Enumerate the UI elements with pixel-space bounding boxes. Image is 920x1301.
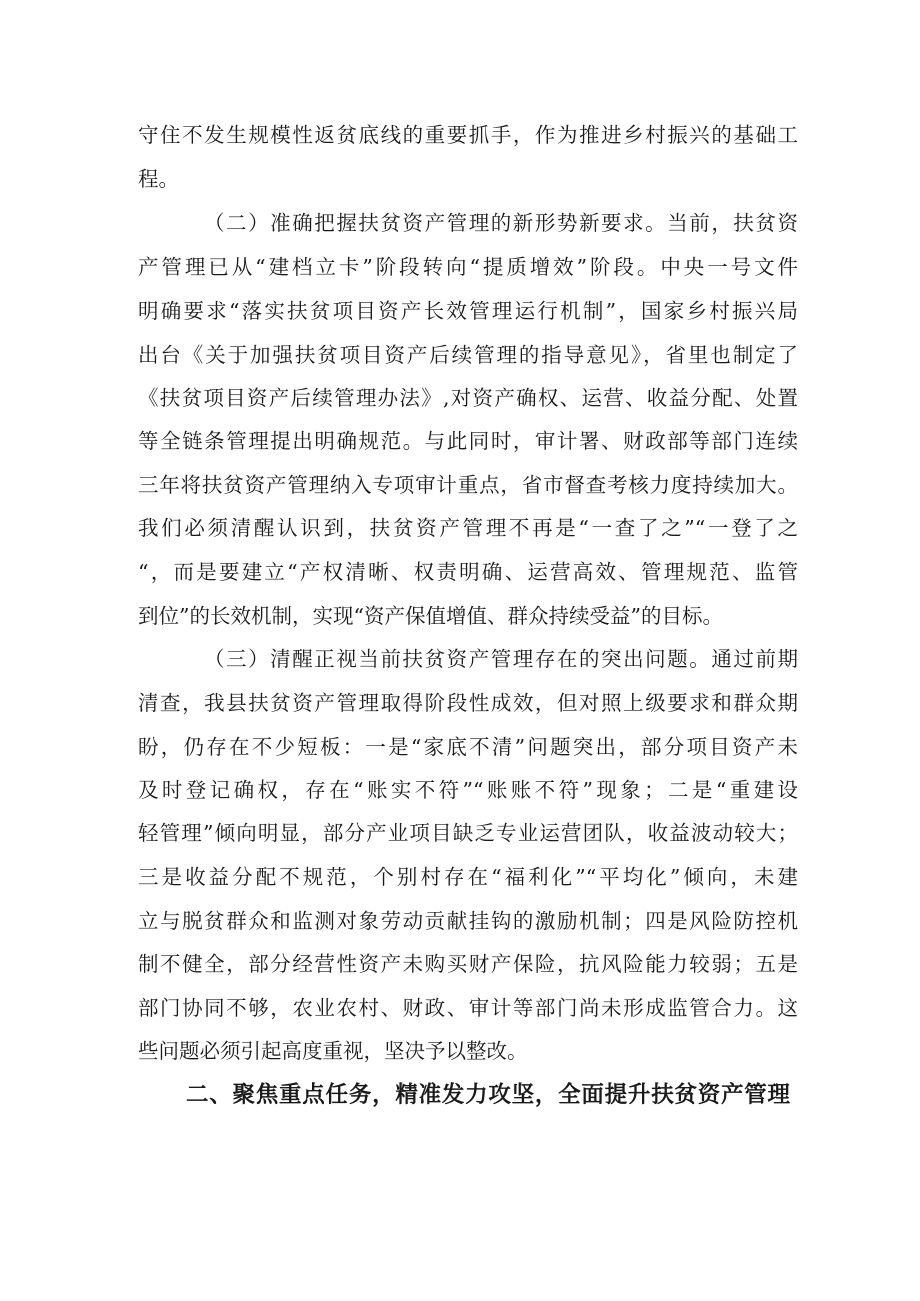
paragraph-2-line: 《扶贫项目资产后续管理办法》,对资产确权、运营、收益分配、处置 xyxy=(138,386,798,410)
paragraph-1-line: 程。 xyxy=(138,167,179,191)
paragraph-3-line: 盼，仍存在不少短板：一是“家底不清”问题突出，部分项目资产未 xyxy=(138,735,798,759)
paragraph-2-line: “，而是要建立“产权清晰、权责明确、运营高效、管理规范、监管 xyxy=(138,560,798,584)
paragraph-2-line: （二）准确把握扶贫资产管理的新形势新要求。当前，扶贫资 xyxy=(204,211,798,235)
paragraph-2-line: 出台《关于加强扶贫项目资产后续管理的指导意见》，省里也制定了 xyxy=(138,343,798,367)
paragraph-2-line: 三年将扶贫资产管理纳入专项审计重点，省市督查考核力度持续加大。 xyxy=(138,473,798,497)
paragraph-1-line: 守住不发生规模性返贫底线的重要抓手，作为推进乡村振兴的基础工 xyxy=(138,123,798,147)
paragraph-2-line: 等全链条管理提出明确规范。与此同时，审计署、财政部等部门连续 xyxy=(138,429,798,453)
paragraph-3-line: 立与脱贫群众和监测对象劳动贡献挂钩的激励机制；四是风险防控机 xyxy=(138,909,798,933)
paragraph-3-line: 些问题必须引起高度重视，坚决予以整改。 xyxy=(138,1039,528,1063)
section-heading: 二、聚焦重点任务，精准发力攻坚，全面提升扶贫资产管理 xyxy=(186,1082,790,1108)
paragraph-3-line: （三）清醒正视当前扶贫资产管理存在的突出问题。通过前期 xyxy=(204,647,798,671)
paragraph-3-line: 及时登记确权，存在“账实不符”“账账不符”现象；二是“重建设 xyxy=(138,778,798,802)
paragraph-2-line: 明确要求“落实扶贫项目资产长效管理运行机制”，国家乡村振兴局 xyxy=(138,299,798,323)
paragraph-3-line: 三是收益分配不规范，个别村存在“福利化”“平均化”倾向，未建 xyxy=(138,865,798,889)
paragraph-3-line: 清查，我县扶贫资产管理取得阶段性成效，但对照上级要求和群众期 xyxy=(138,691,798,715)
paragraph-3-line: 制不健全，部分经营性资产未购买财产保险，抗风险能力较弱；五是 xyxy=(138,952,798,976)
paragraph-3-line: 轻管理”倾向明显，部分产业项目缺乏专业运营团队，收益波动较大； xyxy=(138,821,798,845)
paragraph-2-line: 产管理已从“建档立卡”阶段转向“提质增效”阶段。中央一号文件 xyxy=(138,255,798,279)
paragraph-2-line: 到位”的长效机制，实现“资产保值增值、群众持续受益”的目标。 xyxy=(138,604,723,628)
paragraph-3-line: 部门协同不够，农业农村、财政、审计等部门尚未形成监管合力。这 xyxy=(138,996,798,1020)
paragraph-2-line: 我们必须清醒认识到，扶贫资产管理不再是“一查了之”“一登了之 xyxy=(138,516,798,540)
